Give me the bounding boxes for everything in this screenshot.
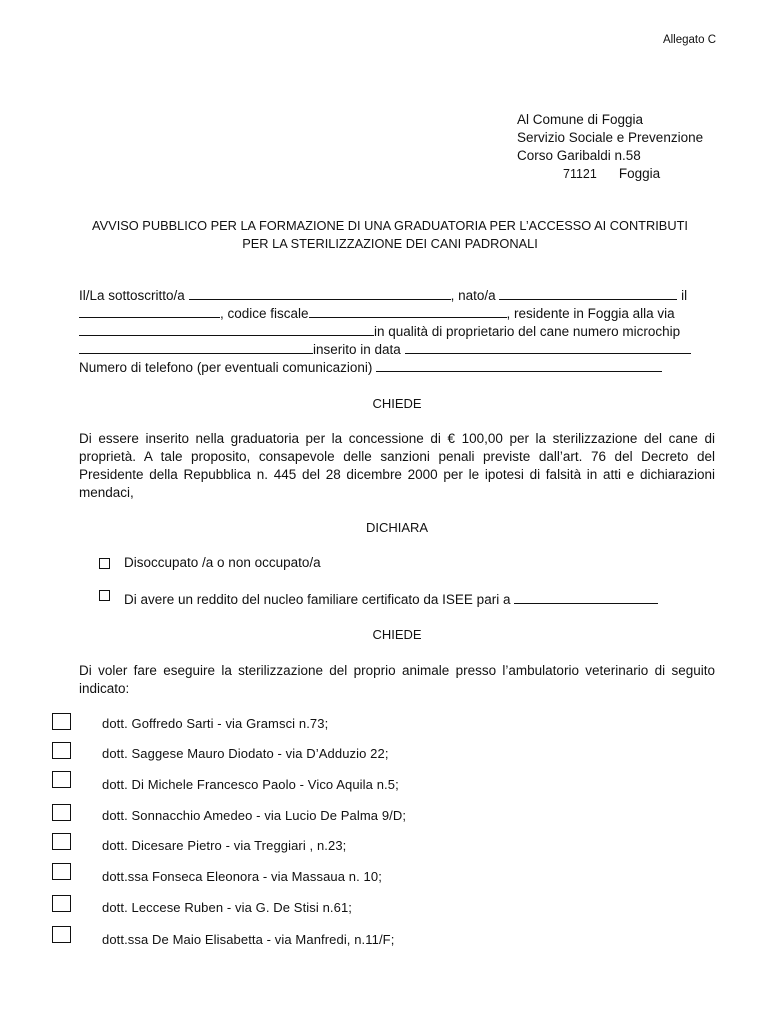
label-resident: , residente in Foggia alla via	[506, 306, 675, 321]
label-date: inserito in data	[313, 342, 401, 357]
title-line-2: PER LA STERILIZZAZIONE DEI CANI PADRONALI	[242, 236, 538, 251]
option-isee-label: Di avere un reddito del nucleo familiare certificato da ISEE pari a	[124, 592, 511, 607]
microchip-field[interactable]	[79, 341, 313, 354]
request-paragraph: Di essere inserito nella graduatoria per la concessione di € 100,00 per la sterilizzazione del cane di proprietà. A tale proposito, consapevole delle sanzioni penali previste dall’art. 76 del Decreto del Presidente della Repubblica n. 445 del 28 dicembre 2000 per le ipotesi di falsità in atti e dichiarazioni mendaci,	[79, 431, 715, 500]
vet-checkbox[interactable]	[52, 804, 71, 821]
street-field[interactable]	[79, 323, 374, 336]
label-undersigned: Il/La sottoscritto/a	[79, 288, 185, 303]
vet-option: dott. Leccese Ruben - via G. De Stisi n.61;	[102, 900, 352, 915]
vet-checkbox[interactable]	[52, 895, 71, 912]
registration-date-field[interactable]	[405, 341, 691, 354]
form-line-phone	[79, 359, 715, 377]
postal-line	[517, 165, 703, 183]
applicant-form	[79, 287, 715, 377]
heading-chiede-1: CHIEDE	[372, 396, 422, 411]
heading-dichiara: DICHIARA	[365, 520, 429, 535]
vet-checkbox[interactable]	[52, 742, 71, 759]
vet-option: dott. Sonnacchio Amedeo - via Lucio De Palma 9/D;	[102, 808, 407, 823]
recipient-address	[517, 111, 703, 183]
postal-code: 71121	[563, 167, 597, 181]
vet-checkbox[interactable]	[52, 713, 71, 730]
vet-option: dott. Di Michele Francesco Paolo - Vico Aquila n.5;	[102, 777, 399, 792]
checkbox-unemployed[interactable]	[99, 558, 110, 569]
undersigned-field[interactable]	[189, 287, 451, 300]
option-isee	[124, 591, 658, 607]
clinic-request-paragraph: Di voler fare eseguire la sterilizzazione del proprio animale presso l’ambulatorio veterinario di seguito indicato:	[79, 663, 715, 696]
address-line: Servizio Sociale e Prevenzione	[517, 130, 704, 145]
vet-option: dott. Dicesare Pietro - via Treggiari , n.23;	[102, 838, 347, 853]
vet-option: dott.ssa Fonseca Eleonora - via Massaua n. 10;	[102, 869, 382, 884]
form-line-name	[79, 287, 715, 305]
birthdate-field[interactable]	[79, 305, 220, 318]
label-microchip: in qualità di proprietario del cane numero microchip	[374, 324, 681, 339]
vet-checkbox[interactable]	[52, 771, 71, 788]
document-title	[60, 217, 720, 253]
label-fiscal-code: , codice fiscale	[220, 306, 309, 321]
vet-checkbox[interactable]	[52, 926, 71, 943]
isee-amount-field[interactable]	[514, 591, 658, 604]
city-name: Foggia	[618, 166, 661, 181]
vet-option: dott. Goffredo Sarti - via Gramsci n.73;	[102, 716, 329, 731]
checkbox-isee[interactable]	[99, 590, 110, 601]
label-on: il	[681, 288, 688, 303]
phone-field[interactable]	[376, 359, 662, 372]
form-line-street	[79, 323, 715, 341]
title-line-1: AVVISO PUBBLICO PER LA FORMAZIONE DI UNA GRADUATORIA PER L’ACCESSO AI CONTRIBUTI	[92, 218, 688, 233]
attachment-label: Allegato C	[662, 34, 716, 46]
option-unemployed-label: Disoccupato /a o non occupato/a	[124, 555, 321, 570]
vet-checkbox[interactable]	[52, 863, 71, 880]
form-line-microchip	[79, 341, 715, 359]
address-line: Al Comune di Foggia	[517, 112, 644, 127]
birthplace-field[interactable]	[499, 287, 677, 300]
vet-option: dott. Saggese Mauro Diodato - via D’Adduzio 22;	[102, 746, 389, 761]
address-line: Corso Garibaldi n.58	[517, 148, 641, 163]
heading-chiede-2: CHIEDE	[372, 627, 422, 642]
form-line-fiscal	[79, 305, 715, 323]
vet-option: dott.ssa De Maio Elisabetta - via Manfredi, n.11/F;	[102, 932, 395, 947]
label-born: , nato/a	[450, 288, 496, 303]
label-phone: Numero di telefono (per eventuali comunicazioni)	[79, 360, 373, 375]
fiscal-code-field[interactable]	[309, 305, 507, 318]
vet-checkbox[interactable]	[52, 833, 71, 850]
